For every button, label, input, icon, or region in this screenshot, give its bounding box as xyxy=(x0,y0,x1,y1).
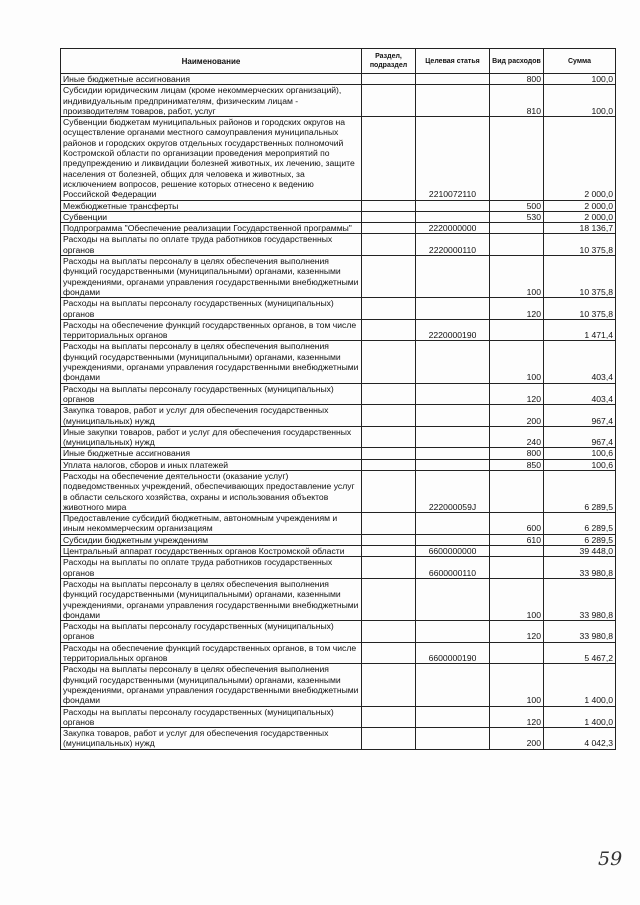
table-row xyxy=(61,200,616,211)
cell-section xyxy=(362,298,416,320)
cell-name: Иные бюджетные ассигнования xyxy=(61,448,362,459)
table-row xyxy=(61,664,616,706)
cell-target: 6600000110 xyxy=(416,557,490,579)
cell-type: 100 xyxy=(490,256,544,298)
header-target: Целевая статья xyxy=(416,49,490,74)
cell-section xyxy=(362,223,416,234)
cell-type: 850 xyxy=(490,459,544,470)
cell-sum: 100,0 xyxy=(544,85,616,117)
cell-target xyxy=(416,728,490,750)
cell-sum: 967,4 xyxy=(544,405,616,427)
cell-name: Закупка товаров, работ и услуг для обеспечения государственных (муниципальных) нужд xyxy=(61,405,362,427)
cell-sum: 4 042,3 xyxy=(544,728,616,750)
budget-table xyxy=(60,48,616,750)
cell-sum: 6 289,5 xyxy=(544,534,616,545)
cell-sum: 10 375,8 xyxy=(544,298,616,320)
table-row xyxy=(61,74,616,85)
cell-target xyxy=(416,426,490,448)
cell-name: Расходы на выплаты по оплате труда работников государственных органов xyxy=(61,234,362,256)
cell-sum: 100,0 xyxy=(544,74,616,85)
cell-section xyxy=(362,319,416,341)
cell-target xyxy=(416,405,490,427)
cell-sum: 403,4 xyxy=(544,341,616,383)
table-row xyxy=(61,234,616,256)
cell-name: Субвенции xyxy=(61,211,362,222)
table-body xyxy=(61,74,616,750)
cell-target: 6600000190 xyxy=(416,642,490,664)
cell-section xyxy=(362,459,416,470)
cell-type: 120 xyxy=(490,706,544,728)
cell-name: Расходы на выплаты персоналу государственных (муниципальных) органов xyxy=(61,383,362,405)
cell-type: 610 xyxy=(490,534,544,545)
cell-section xyxy=(362,405,416,427)
cell-section xyxy=(362,706,416,728)
cell-target xyxy=(416,578,490,620)
cell-name: Субсидии юридическим лицам (кроме некоммерческих организаций), индивидуальным предпринимателям, физическим лицам - производителям товаров, работ, услуг xyxy=(61,85,362,117)
cell-sum: 2 000,0 xyxy=(544,200,616,211)
cell-section xyxy=(362,383,416,405)
table-row xyxy=(61,706,616,728)
table-row xyxy=(61,426,616,448)
cell-type: 100 xyxy=(490,578,544,620)
cell-target xyxy=(416,341,490,383)
cell-type xyxy=(490,117,544,200)
cell-section xyxy=(362,557,416,579)
table-row xyxy=(61,223,616,234)
cell-sum: 10 375,8 xyxy=(544,234,616,256)
cell-name: Иные бюджетные ассигнования xyxy=(61,74,362,85)
cell-section xyxy=(362,256,416,298)
table-row xyxy=(61,728,616,750)
header-type: Вид расходов xyxy=(490,49,544,74)
cell-type xyxy=(490,642,544,664)
cell-sum: 10 375,8 xyxy=(544,256,616,298)
cell-name: Расходы на выплаты персоналу в целях обеспечения выполнения функций государственными (муниципальными) органами, казенными учреждениями, органами управления государственными внебюджетными фондами xyxy=(61,341,362,383)
cell-sum: 403,4 xyxy=(544,383,616,405)
cell-type: 600 xyxy=(490,513,544,535)
cell-target xyxy=(416,621,490,643)
cell-sum: 6 289,5 xyxy=(544,470,616,512)
table-row xyxy=(61,85,616,117)
cell-name: Иные закупки товаров, работ и услуг для обеспечения государственных (муниципальных) нужд xyxy=(61,426,362,448)
cell-type xyxy=(490,223,544,234)
cell-name: Расходы на выплаты персоналу в целях обеспечения выполнения функций государственными (муниципальными) органами, казенными учреждениями, органами управления государственными внебюджетными фондами xyxy=(61,664,362,706)
cell-section xyxy=(362,728,416,750)
cell-sum: 5 467,2 xyxy=(544,642,616,664)
cell-type: 530 xyxy=(490,211,544,222)
table-row xyxy=(61,621,616,643)
cell-type xyxy=(490,234,544,256)
cell-type: 810 xyxy=(490,85,544,117)
header-sum: Сумма xyxy=(544,49,616,74)
cell-target xyxy=(416,513,490,535)
cell-section xyxy=(362,578,416,620)
cell-target xyxy=(416,298,490,320)
cell-type: 240 xyxy=(490,426,544,448)
cell-sum: 967,4 xyxy=(544,426,616,448)
cell-section xyxy=(362,642,416,664)
cell-sum: 18 136,7 xyxy=(544,223,616,234)
cell-name: Расходы на выплаты персоналу государственных (муниципальных) органов xyxy=(61,298,362,320)
cell-name: Расходы на обеспечение функций государственных органов, в том числе территориальных органов xyxy=(61,319,362,341)
cell-type: 500 xyxy=(490,200,544,211)
table-row xyxy=(61,534,616,545)
cell-section xyxy=(362,513,416,535)
cell-name: Подпрограмма "Обеспечение реализации Государственной программы" xyxy=(61,223,362,234)
cell-sum: 100,6 xyxy=(544,448,616,459)
table-row xyxy=(61,459,616,470)
cell-section xyxy=(362,234,416,256)
cell-type xyxy=(490,546,544,557)
page-number: 59 xyxy=(598,848,623,870)
cell-type: 120 xyxy=(490,383,544,405)
cell-target xyxy=(416,200,490,211)
table-row xyxy=(61,448,616,459)
cell-target: 2210072110 xyxy=(416,117,490,200)
cell-type: 120 xyxy=(490,298,544,320)
cell-name: Расходы на выплаты по оплате труда работников государственных органов xyxy=(61,557,362,579)
cell-target xyxy=(416,74,490,85)
cell-sum: 33 980,8 xyxy=(544,557,616,579)
cell-name: Расходы на выплаты персоналу в целях обеспечения выполнения функций государственными (муниципальными) органами, казенными учреждениями, органами управления государственными внебюджетными фондами xyxy=(61,256,362,298)
cell-type xyxy=(490,470,544,512)
cell-type xyxy=(490,319,544,341)
table-row xyxy=(61,298,616,320)
table-row xyxy=(61,319,616,341)
cell-sum: 2 000,0 xyxy=(544,211,616,222)
table-row xyxy=(61,256,616,298)
cell-name: Расходы на обеспечение деятельности (оказание услуг) подведомственных учреждений, обеспечивающих предоставление услуг в области сельского хозяйства, охраны и использования объектов животного мира xyxy=(61,470,362,512)
cell-type: 100 xyxy=(490,664,544,706)
cell-section xyxy=(362,426,416,448)
cell-name: Расходы на выплаты персоналу в целях обеспечения выполнения функций государственными (муниципальными) органами, казенными учреждениями, органами управления государственными внебюджетными фондами xyxy=(61,578,362,620)
header-section: Раздел, подраздел xyxy=(362,49,416,74)
cell-target xyxy=(416,459,490,470)
header-name: Наименование xyxy=(61,49,362,74)
table-header xyxy=(61,49,616,74)
cell-target: 2220000190 xyxy=(416,319,490,341)
table-row xyxy=(61,341,616,383)
cell-sum: 6 289,5 xyxy=(544,513,616,535)
table-row xyxy=(61,405,616,427)
cell-target: 2220000110 xyxy=(416,234,490,256)
cell-section xyxy=(362,341,416,383)
cell-name: Расходы на выплаты персоналу государственных (муниципальных) органов xyxy=(61,706,362,728)
cell-sum: 39 448,0 xyxy=(544,546,616,557)
cell-target xyxy=(416,85,490,117)
cell-section xyxy=(362,621,416,643)
cell-section xyxy=(362,117,416,200)
table-row xyxy=(61,383,616,405)
cell-type: 120 xyxy=(490,621,544,643)
cell-type: 200 xyxy=(490,728,544,750)
cell-name: Субвенции бюджетам муниципальных районов и городских округов на осуществление органами местного самоуправления муниципальных районов и городских округов отдельных государственных полномочий Костромской области по организации проведения мероприятий по предупреждению и ликвидации болезней животных, их лечению, защите населения от болезней, общих для человека и животных, за исключением вопросов, решение которых отнесено к ведению Российской Федерации xyxy=(61,117,362,200)
cell-name: Расходы на обеспечение функций государственных органов, в том числе территориальных органов xyxy=(61,642,362,664)
cell-target xyxy=(416,706,490,728)
cell-sum: 2 000,0 xyxy=(544,117,616,200)
table-row xyxy=(61,211,616,222)
cell-type: 100 xyxy=(490,341,544,383)
cell-section xyxy=(362,664,416,706)
cell-target: 6600000000 xyxy=(416,546,490,557)
cell-target xyxy=(416,664,490,706)
cell-name: Предоставление субсидий бюджетным, автономным учреждениям и иным некоммерческим организациям xyxy=(61,513,362,535)
cell-target xyxy=(416,256,490,298)
cell-section xyxy=(362,546,416,557)
table-row xyxy=(61,642,616,664)
cell-target xyxy=(416,383,490,405)
cell-name: Межбюджетные трансферты xyxy=(61,200,362,211)
cell-type: 800 xyxy=(490,448,544,459)
cell-section xyxy=(362,74,416,85)
cell-sum: 33 980,8 xyxy=(544,578,616,620)
cell-sum: 100,6 xyxy=(544,459,616,470)
cell-section xyxy=(362,200,416,211)
cell-type xyxy=(490,557,544,579)
cell-sum: 1 400,0 xyxy=(544,706,616,728)
cell-name: Субсидии бюджетным учреждениям xyxy=(61,534,362,545)
cell-name: Уплата налогов, сборов и иных платежей xyxy=(61,459,362,470)
cell-sum: 33 980,8 xyxy=(544,621,616,643)
cell-name: Закупка товаров, работ и услуг для обеспечения государственных (муниципальных) нужд xyxy=(61,728,362,750)
cell-target xyxy=(416,448,490,459)
cell-sum: 1 400,0 xyxy=(544,664,616,706)
cell-target: 2220000000 xyxy=(416,223,490,234)
table-row xyxy=(61,557,616,579)
cell-name: Расходы на выплаты персоналу государственных (муниципальных) органов xyxy=(61,621,362,643)
cell-section xyxy=(362,211,416,222)
cell-section xyxy=(362,534,416,545)
cell-section xyxy=(362,85,416,117)
cell-target: 222000059J xyxy=(416,470,490,512)
cell-target xyxy=(416,534,490,545)
cell-type: 200 xyxy=(490,405,544,427)
table-row xyxy=(61,546,616,557)
cell-section xyxy=(362,470,416,512)
cell-section xyxy=(362,448,416,459)
table-row xyxy=(61,578,616,620)
cell-name: Центральный аппарат государственных органов Костромской области xyxy=(61,546,362,557)
table-row xyxy=(61,470,616,512)
cell-target xyxy=(416,211,490,222)
table-row xyxy=(61,513,616,535)
table-row xyxy=(61,117,616,200)
cell-sum: 1 471,4 xyxy=(544,319,616,341)
cell-type: 800 xyxy=(490,74,544,85)
